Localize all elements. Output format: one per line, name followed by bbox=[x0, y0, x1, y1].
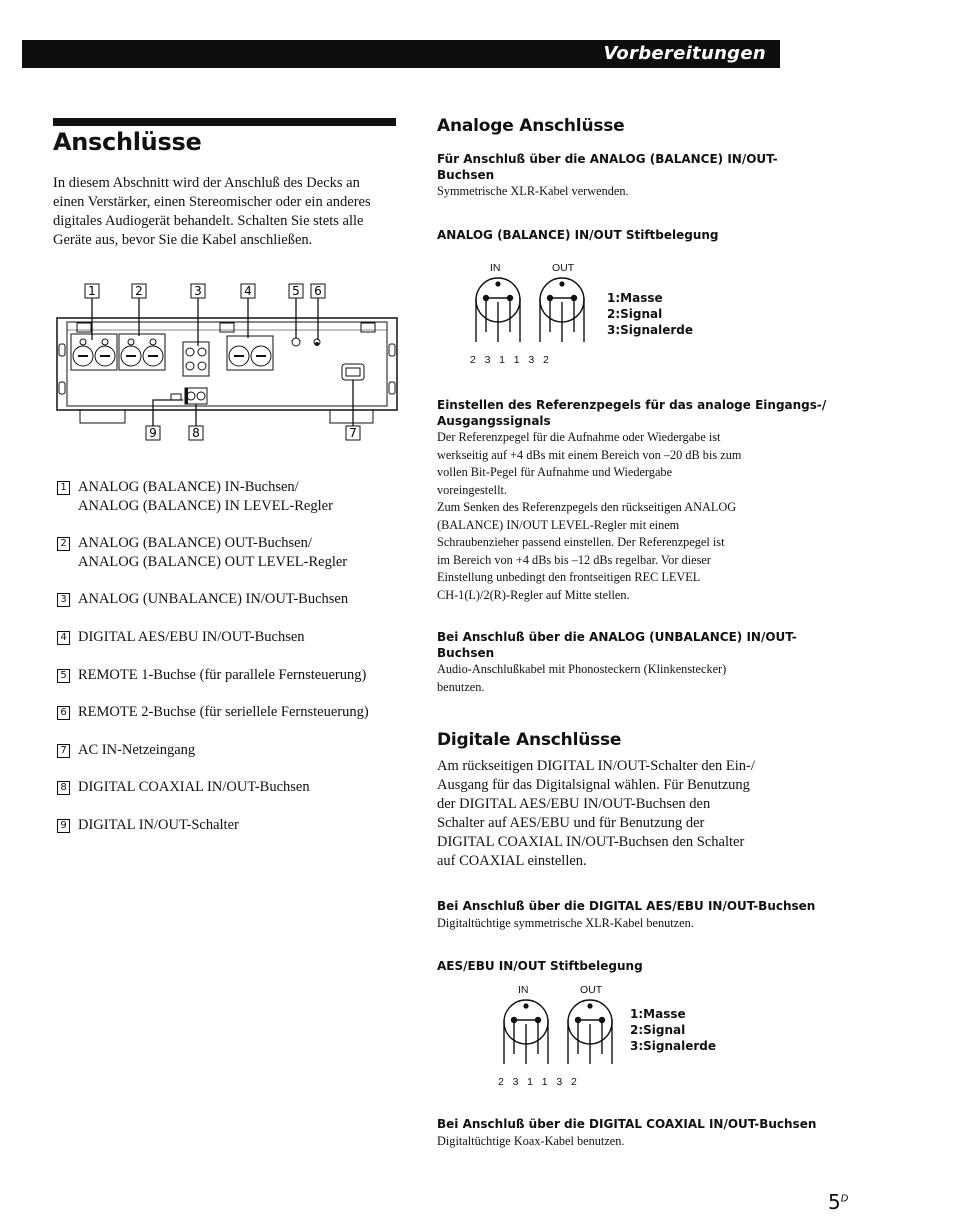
text-line: Zum Senken des Referenzpegels den rückseitigen ANALOG bbox=[437, 500, 737, 514]
text-line: Der Referenzpegel für die Aufnahme oder Wiedergabe ist bbox=[437, 430, 721, 444]
pin-label: 2:Signal bbox=[607, 307, 663, 321]
legend-item-7 bbox=[57, 741, 195, 760]
digital-text bbox=[437, 757, 755, 871]
heading-line: Ausgangssignals bbox=[437, 414, 551, 428]
heading-line: Buchsen bbox=[437, 168, 495, 182]
intro-line: In diesem Abschnitt wird der Anschluß des Decks an bbox=[53, 175, 360, 191]
xlr-pin-numbers: 2 3 1 1 3 2 bbox=[470, 354, 549, 366]
callout-3: 3 bbox=[194, 284, 202, 298]
legend-item-5 bbox=[57, 666, 366, 685]
analog-section-title: Analoge Anschlüsse bbox=[437, 116, 625, 136]
legend-number: 9 bbox=[57, 819, 70, 833]
intro-line: einen Verstärker, einen Stereomischer oder ein anderes bbox=[53, 194, 371, 210]
text-line: (BALANCE) IN/OUT LEVEL-Regler mit einem bbox=[437, 517, 680, 532]
xlr-out-label: OUT bbox=[552, 262, 575, 274]
pin-label: 3:Signalerde bbox=[607, 323, 694, 337]
aes-heading: Bei Anschluß über die DIGITAL AES/EBU IN/OUT-Buchsen bbox=[437, 899, 816, 913]
text-line: Audio-Anschlußkabel mit Phonosteckern (Klinkenstecker) bbox=[437, 662, 727, 676]
text-line: Am rückseitigen DIGITAL IN/OUT-Schalter den Ein-/ bbox=[437, 758, 755, 774]
legend-item-3 bbox=[57, 590, 348, 609]
text-line: der DIGITAL AES/EBU IN/OUT-Buchsen den bbox=[437, 796, 711, 812]
xlr-pin-legend bbox=[607, 290, 693, 338]
text-line: auf COAXIAL einstellen. bbox=[437, 853, 587, 869]
legend-text: ANALOG (BALANCE) OUT LEVEL-Regler bbox=[78, 554, 348, 570]
legend-text: ANALOG (BALANCE) IN LEVEL-Regler bbox=[78, 498, 333, 514]
xlr-in-label: IN bbox=[518, 984, 529, 996]
legend-item-2 bbox=[57, 534, 347, 572]
text-line: benutzen. bbox=[437, 679, 485, 694]
xlr-in-label: IN bbox=[490, 262, 501, 274]
text-line: werkseitig auf +4 dBs mit einem Bereich von –20 dB bis zum bbox=[437, 447, 742, 462]
page-number bbox=[828, 1190, 848, 1214]
legend-text: ANALOG (UNBALANCE) IN/OUT-Buchsen bbox=[78, 591, 349, 607]
balance-text: Symmetrische XLR-Kabel verwenden. bbox=[437, 184, 629, 198]
section-header-bar bbox=[22, 40, 780, 68]
callout-6: 6 bbox=[314, 284, 322, 298]
legend-item-1 bbox=[57, 478, 333, 516]
xlr-connector-icon bbox=[490, 998, 630, 1074]
balance-heading bbox=[437, 151, 778, 183]
intro-line: Geräte aus, bevor Sie die Kabel anschließen. bbox=[53, 232, 313, 248]
xlr-pin-numbers: 2 3 1 1 3 2 bbox=[498, 1076, 577, 1088]
text-line: voreingestellt. bbox=[437, 482, 508, 497]
page-language-suffix: D bbox=[840, 1193, 849, 1205]
legend-item-9 bbox=[57, 816, 239, 835]
pin-label: 1:Masse bbox=[607, 291, 663, 305]
digital-section-title: Digitale Anschlüsse bbox=[437, 730, 622, 750]
pin-label: 3:Signalerde bbox=[630, 1039, 717, 1053]
xlr-pin-diagram-aes bbox=[490, 984, 730, 1096]
heading-line: Für Anschluß über die ANALOG (BALANCE) IN/OUT- bbox=[437, 152, 778, 166]
legend-text: DIGITAL AES/EBU IN/OUT-Buchsen bbox=[78, 629, 305, 645]
page-number-value: 5 bbox=[828, 1190, 841, 1214]
callout-2: 2 bbox=[135, 284, 143, 298]
legend-number: 2 bbox=[57, 537, 70, 551]
callout-9: 9 bbox=[149, 426, 157, 440]
xlr-connector-icon bbox=[462, 276, 602, 352]
legend-text: DIGITAL COAXIAL IN/OUT-Buchsen bbox=[78, 779, 310, 795]
text-line: Schraubenzieher passend einstellen. Der Referenzpegel ist bbox=[437, 535, 725, 549]
pin-label: 2:Signal bbox=[630, 1023, 686, 1037]
coax-heading: Bei Anschluß über die DIGITAL COAXIAL IN/OUT-Buchsen bbox=[437, 1117, 817, 1131]
callout-1: 1 bbox=[88, 284, 96, 298]
legend-number: 1 bbox=[57, 481, 70, 495]
xlr-pin-legend bbox=[630, 1006, 716, 1054]
intro-paragraph bbox=[53, 174, 403, 250]
legend-item-8 bbox=[57, 778, 310, 797]
legend-text: REMOTE 1-Buchse (für parallele Fernsteuerung) bbox=[78, 667, 367, 683]
legend-number: 3 bbox=[57, 593, 70, 607]
callout-7: 7 bbox=[349, 426, 357, 440]
legend-number: 5 bbox=[57, 669, 70, 683]
section-title: Vorbereitungen bbox=[603, 43, 766, 64]
callout-5: 5 bbox=[292, 284, 300, 298]
rear-panel-diagram bbox=[55, 280, 405, 460]
heading-line: Einstellen des Referenzpegels für das analoge Eingangs-/ bbox=[437, 398, 827, 412]
balance-pin-heading: ANALOG (BALANCE) IN/OUT Stiftbelegung bbox=[437, 228, 719, 242]
aes-text: Digitaltüchtige symmetrische XLR-Kabel benutzen. bbox=[437, 916, 694, 930]
callout-4: 4 bbox=[244, 284, 252, 298]
heading-line: Buchsen bbox=[437, 646, 495, 660]
legend-text: REMOTE 2-Buchse (für seriellele Fernsteuerung) bbox=[78, 704, 369, 720]
title-rule bbox=[53, 118, 396, 126]
legend-number: 6 bbox=[57, 706, 70, 720]
page-title: Anschlüsse bbox=[53, 128, 202, 156]
legend-number: 7 bbox=[57, 744, 70, 758]
unbalance-heading bbox=[437, 629, 797, 661]
text-line: Ausgang für das Digitalsignal wählen. Für Benutzung bbox=[437, 777, 750, 793]
xlr-pin-diagram-analog bbox=[462, 262, 702, 374]
callout-8: 8 bbox=[192, 426, 200, 440]
legend-number: 8 bbox=[57, 781, 70, 795]
legend-text: AC IN-Netzeingang bbox=[78, 742, 196, 758]
intro-line: digitales Audiogerät behandelt. Schalten Sie stets alle bbox=[53, 213, 364, 229]
coax-text: Digitaltüchtige Koax-Kabel benutzen. bbox=[437, 1134, 625, 1148]
text-line: DIGITAL COAXIAL IN/OUT-Buchsen den Schalter bbox=[437, 834, 745, 850]
legend-number: 4 bbox=[57, 631, 70, 645]
text-line: Einstellung unbedingt den frontseitigen REC LEVEL bbox=[437, 570, 701, 584]
unbalance-text bbox=[437, 661, 726, 696]
legend-text: DIGITAL IN/OUT-Schalter bbox=[78, 817, 239, 833]
text-line: CH-1(L)/2(R)-Regler auf Mitte stellen. bbox=[437, 587, 630, 602]
legend-item-4 bbox=[57, 628, 305, 647]
legend-text: ANALOG (BALANCE) OUT-Buchsen/ bbox=[78, 535, 312, 551]
pin-label: 1:Masse bbox=[630, 1007, 686, 1021]
text-line: vollen Bit-Pegel für Aufnahme und Wiedergabe bbox=[437, 465, 673, 479]
text-line: im Bereich von +4 dBs bis –12 dBs regelbar. Vor dieser bbox=[437, 552, 711, 567]
xlr-out-label: OUT bbox=[580, 984, 603, 996]
heading-line: Bei Anschluß über die ANALOG (UNBALANCE) IN/OUT- bbox=[437, 630, 797, 644]
legend-text: ANALOG (BALANCE) IN-Buchsen/ bbox=[78, 479, 299, 495]
legend-item-6 bbox=[57, 703, 369, 722]
aes-pin-heading: AES/EBU IN/OUT Stiftbelegung bbox=[437, 959, 643, 973]
reference-level-heading bbox=[437, 397, 826, 429]
text-line: Schalter auf AES/EBU und für Benutzung der bbox=[437, 815, 705, 831]
reference-level-text bbox=[437, 429, 741, 604]
